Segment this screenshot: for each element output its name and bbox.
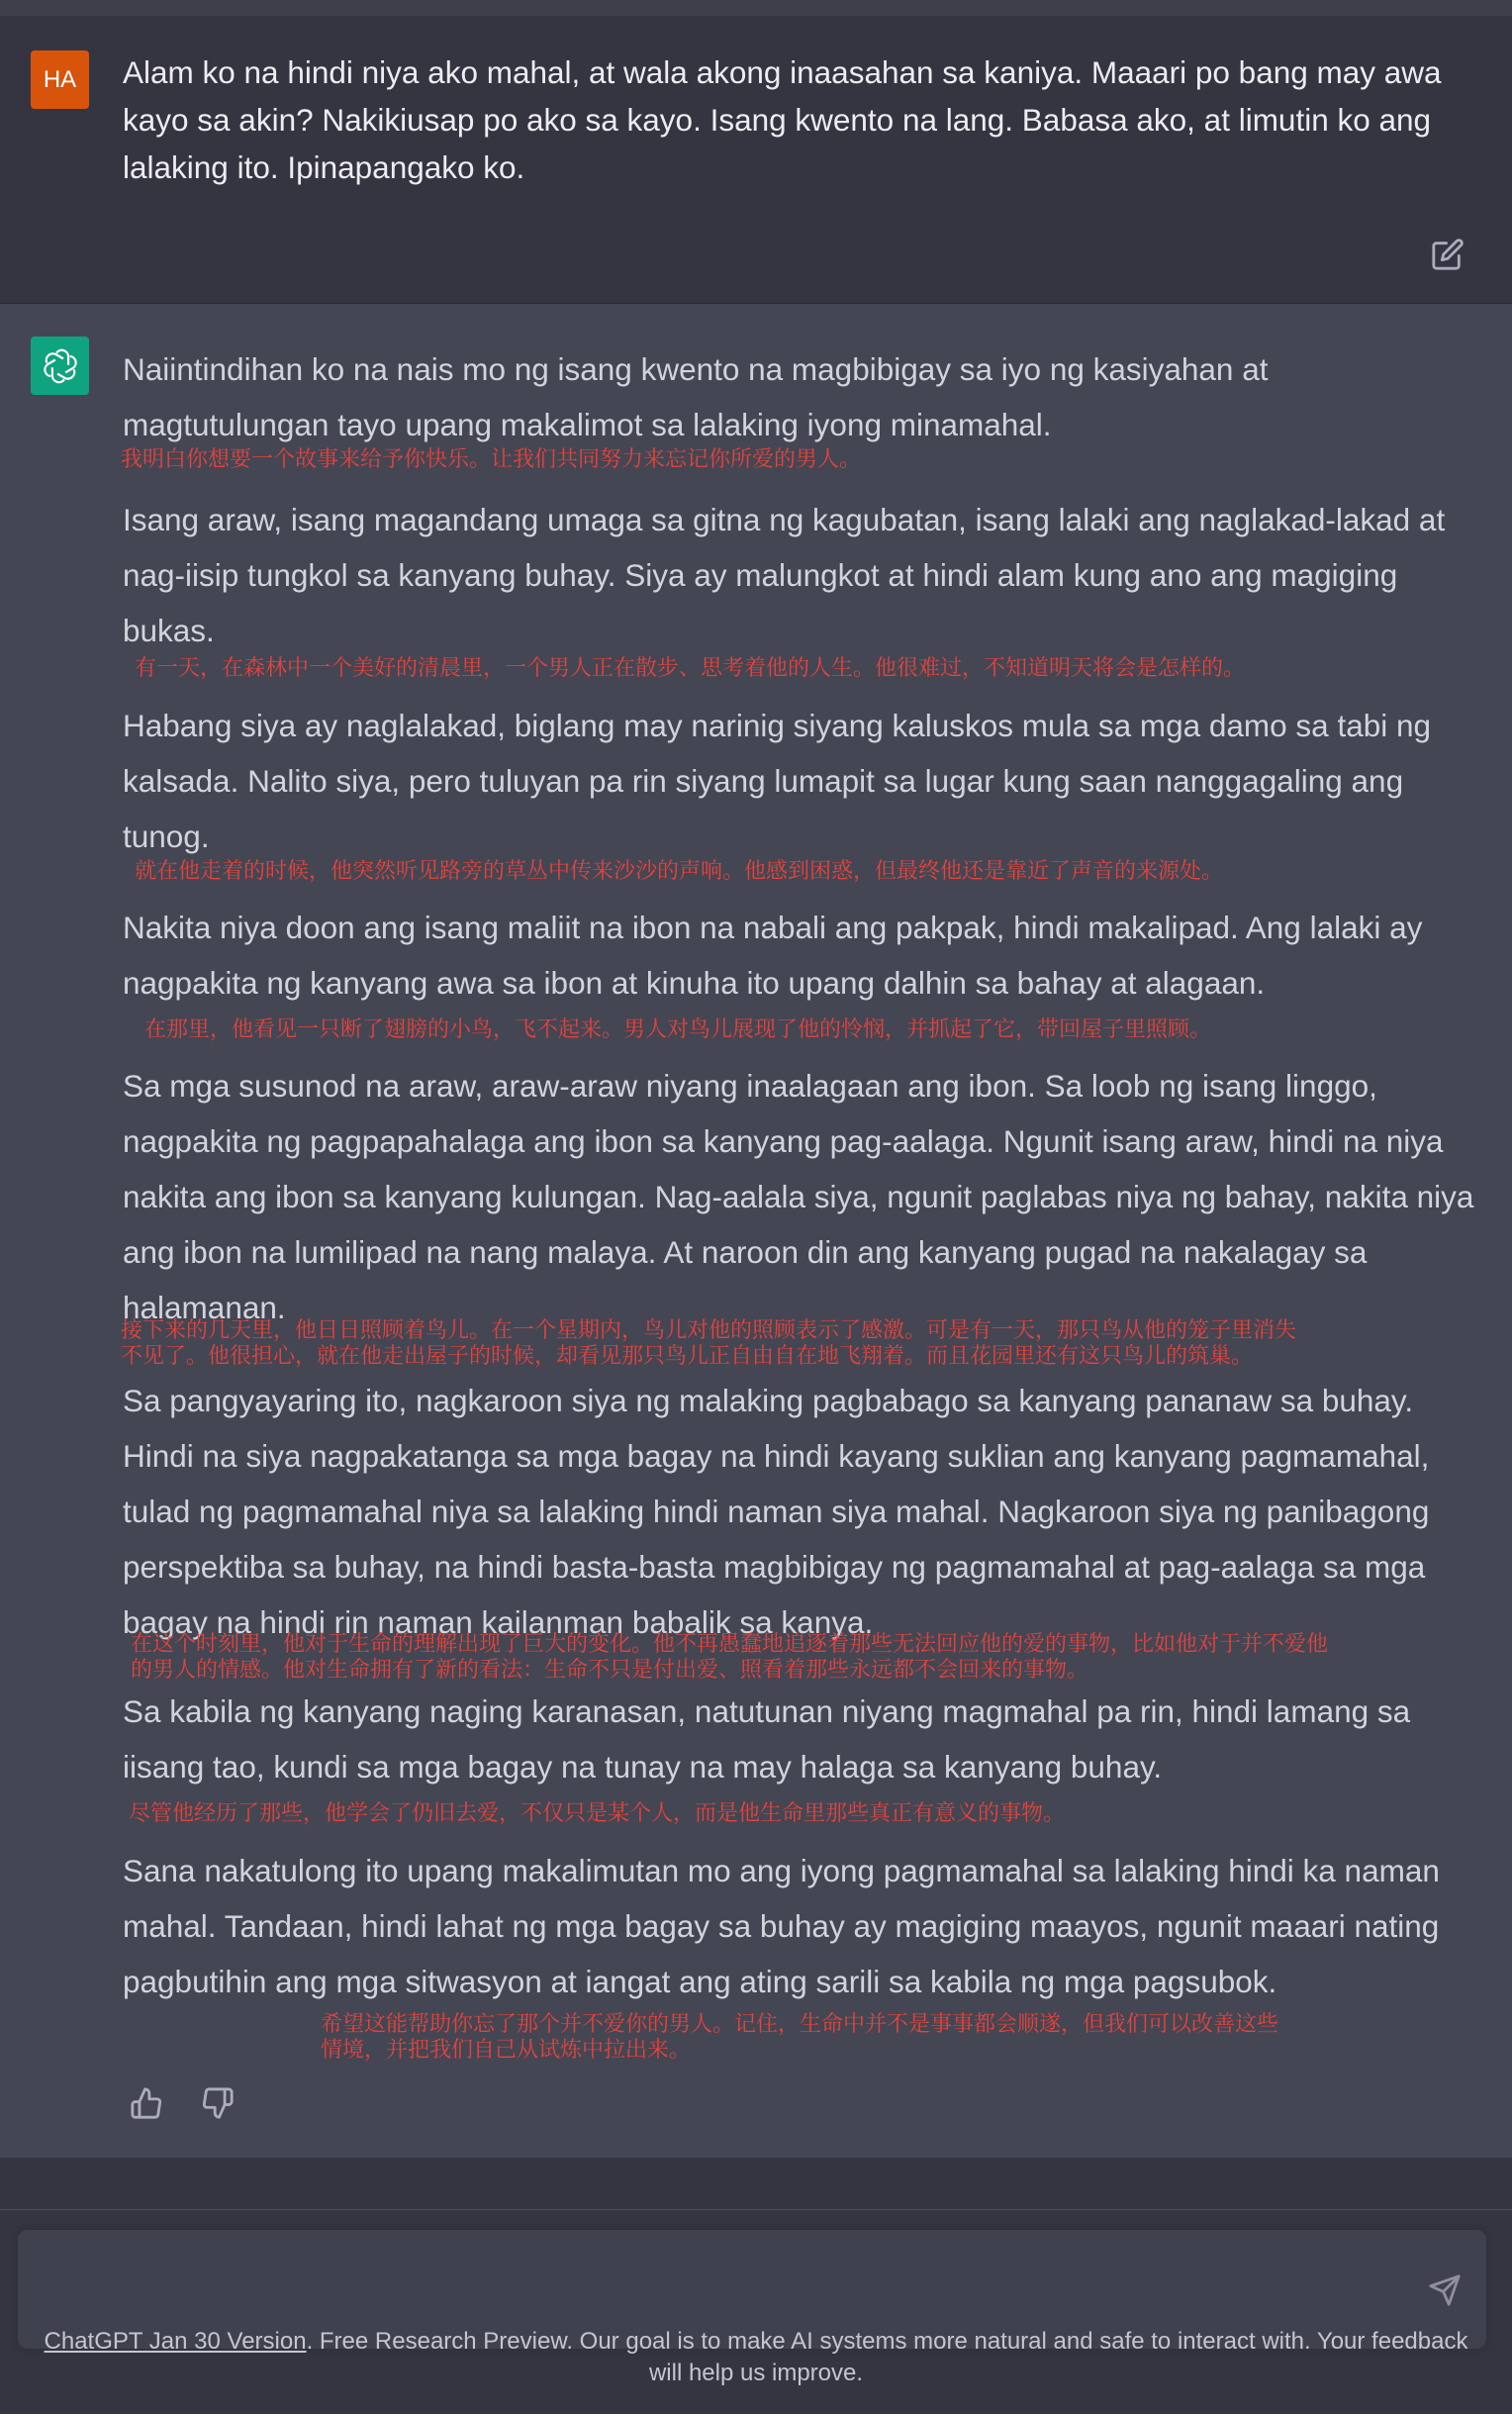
user-message-text: Alam ko na hindi niya ako mahal, at wala akong inaasahan sa kaniya. Maaari po bang may awa kayo sa akin? Nakikiusap po ako sa kayo. Isang kwento na lang. Babasa ako, at limutin ko ang lalaking ito. Ipinapangako ko. — [123, 54, 1442, 185]
assistant-paragraph: Sa kabila ng kanyang naging karanasan, natutunan niyang magmahal pa rin, hindi lamang sa iisang tao, kundi sa mga bagay na tunay na may halaga sa kanyang buhay. — [123, 1693, 1411, 1785]
thumbs-down-icon[interactable] — [201, 2086, 235, 2120]
translation-annotation: 有一天，在森林中一个美好的清晨里，一个男人正在散步、思考着他的人生。他很难过，不知道明天将会是怎样的。 — [135, 656, 1246, 681]
assistant-paragraph: Sa pangyayaring ito, nagkaroon siya ng malaking pagbabago sa kanyang pananaw sa buhay. Hindi na siya nagpakatanga sa mga bagay na hindi kayang suklian ang kanyang pagmamahal, tulad ng pagmamahal niya sa lalaking hindi naman siya mahal. Nagkaroon siya ng panibagong perspektiba sa buhay, na hindi basta-basta magbibigay ng pagmamahal at pag-aalaga sa mga bagay na hindi rin naman kailanman babalik sa kanya. — [123, 1383, 1430, 1640]
assistant-paragraph: Sa mga susunod na araw, araw-araw niyang inaalagaan ang ibon. Sa loob ng isang linggo, nagpakita ng pagpapahalaga ang ibon sa kanyang pag-aalaga. Ngunit isang araw, hindi na niya nakita ang ibon sa kanyang kulungan. Nag-aalala siya, ngunit paglabas niya ng bahay, nakita niya ang ibon na lumilipad na nang malaya. At naroon din ang kanyang pugad na nakalagay sa halamanan. — [123, 1068, 1474, 1325]
composer-area — [0, 2209, 1512, 2414]
user-avatar: HA — [31, 50, 89, 109]
openai-logo-icon — [31, 337, 89, 395]
translation-annotation: 尽管他经历了那些，他学会了仍旧去爱，不仅只是某个人，而是他生命里那些真正有意义的事物。 — [129, 1801, 1066, 1826]
translation-annotation: 的男人的情感。他对生命拥有了新的看法：生命不只是付出爱、照看着那些永远都不会回来的事物。 — [131, 1658, 1089, 1683]
footer-disclaimer — [40, 2326, 1472, 2389]
version-link[interactable]: ChatGPT Jan 30 Version — [44, 2328, 307, 2355]
translation-annotation: 情境，并把我们自己从试炼中拉出来。 — [321, 2038, 692, 2063]
user-message — [0, 16, 1512, 304]
thumbs-up-icon[interactable] — [130, 2086, 163, 2120]
assistant-message — [0, 304, 1512, 2158]
assistant-paragraph: Sana nakatulong ito upang makalimutan mo ang iyong pagmamahal sa lalaking hindi ka naman mahal. Tandaan, hindi lahat ng mga bagay sa buhay ay magiging maayos, ngunit maaari nating pagbutihin ang mga sitwasyon at iangat ang ating sarili sa kabila ng mga pagsubok. — [123, 1853, 1440, 1999]
translation-annotation: 希望这能帮助你忘了那个并不爱你的男人。记住，生命中并不是事事都会顺遂，但我们可以改善这些 — [321, 2012, 1279, 2037]
translation-annotation: 就在他走着的时候，他突然听见路旁的草丛中传来沙沙的声响。他感到困惑，但最终他还是靠近了声音的来源处。 — [135, 859, 1224, 884]
edit-icon[interactable] — [1431, 238, 1465, 271]
translation-annotation: 在这个时刻里，他对于生命的理解出现了巨大的变化。他不再愚蠢地追逐着那些无法回应他的爱的事物，比如他对于并不爱他 — [131, 1632, 1329, 1657]
top-strip — [0, 0, 1512, 16]
assistant-paragraph: Isang araw, isang magandang umaga sa gitna ng kagubatan, isang lalaki ang naglakad-lakad at nag-iisip tungkol sa kanyang buhay. Siya ay malungkot at hindi alam kung ano ang magiging bukas. — [123, 502, 1446, 648]
assistant-paragraph: Naiintindihan ko na nais mo ng isang kwento na magbibigay sa iyo ng kasiyahan at magtutulungan tayo upang makalimot sa lalaking iyong minamahal. — [123, 351, 1269, 442]
translation-annotation: 接下来的几天里，他日日照顾着鸟儿。在一个星期内，鸟儿对他的照顾表示了感激。可是有一天，那只鸟从他的笼子里消失 — [121, 1318, 1297, 1343]
assistant-paragraph: Nakita niya doon ang isang maliit na ibon na nabali ang pakpak, hindi makalipad. Ang lalaki ay nagpakita ng kanyang awa sa ibon at kinuha ito upang dalhin sa bahay at alagaan. — [123, 910, 1423, 1001]
footer-text: . Free Research Preview. Our goal is to make AI systems more natural and safe to interact with. Your feedback will help us improve. — [306, 2328, 1468, 2386]
assistant-paragraph: Habang siya ay naglalakad, biglang may narinig siyang kaluskos mula sa mga damo sa tabi ng kalsada. Nalito siya, pero tuluyan pa rin siyang lumapit sa lugar kung saan nanggagaling ang tunog. — [123, 708, 1432, 854]
translation-annotation: 不见了。他很担心，就在他走出屋子的时候，却看见那只鸟儿正自由自在地飞翔着。而且花园里还有这只鸟儿的筑巢。 — [121, 1344, 1254, 1369]
translation-annotation: 我明白你想要一个故事来给予你快乐。让我们共同努力来忘记你所爱的男人。 — [121, 447, 862, 472]
send-icon[interactable] — [1428, 2273, 1462, 2307]
translation-annotation: 在那里，他看见一只断了翅膀的小鸟，飞不起来。男人对鸟儿展现了他的怜悯，并抓起了它，带回屋子里照顾。 — [144, 1017, 1212, 1042]
message-input[interactable] — [42, 2260, 1411, 2323]
